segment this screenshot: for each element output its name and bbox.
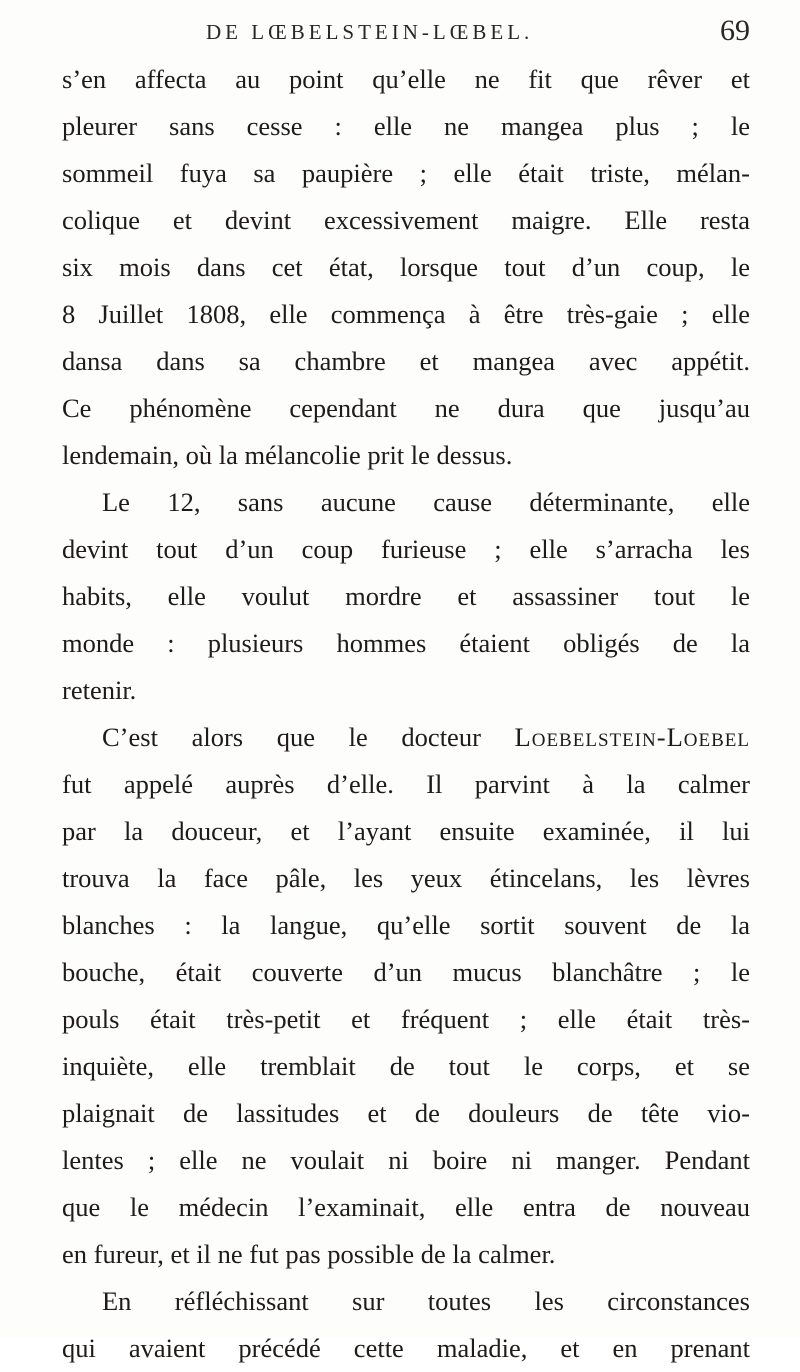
text-line: Ce phénomène cependant ne dura que jusqu’au: [62, 393, 750, 423]
text-line: pouls était très-petit et fréquent ; elle était très-: [62, 1004, 750, 1034]
text-line: plaignait de lassitudes et de douleurs de tête vio-: [62, 1098, 750, 1128]
text-line: lentes ; elle ne voulait ni boire ni manger. Pendant: [62, 1145, 750, 1175]
text-line: dansa dans sa chambre et mangea avec appétit.: [62, 346, 750, 376]
running-head: DE LŒBELSTEIN-LŒBEL.: [206, 20, 534, 44]
text-line: En réfléchissant sur toutes les circonstances: [102, 1286, 750, 1316]
body-text: [62, 56, 750, 1372]
text-line: en fureur, et il ne fut pas possible de la calmer.: [62, 1239, 556, 1269]
text-line: pleurer sans cesse : elle ne mangea plus ; le: [62, 111, 750, 141]
text-line: par la douceur, et l’ayant ensuite examinée, il lui: [62, 816, 750, 846]
text-line: inquiète, elle tremblait de tout le corps, et se: [62, 1051, 750, 1081]
text-line: habits, elle voulut mordre et assassiner tout le: [62, 581, 750, 611]
text-line: lendemain, où la mélancolie prit le dessus.: [62, 440, 513, 470]
text-line: que le médecin l’examinait, elle entra de nouveau: [62, 1192, 750, 1222]
text-line-start: C’est alors que le docteur: [102, 722, 515, 752]
text-line: retenir.: [62, 675, 137, 705]
text-line: colique et devint excessivement maigre. Elle resta: [62, 205, 750, 235]
text-line: trouva la face pâle, les yeux étincelans, les lèvres: [62, 863, 750, 893]
text-line: six mois dans cet état, lorsque tout d’un coup, le: [62, 252, 750, 282]
doctor-name: Loebelstein-Loebel: [514, 722, 750, 752]
text-line: monde : plusieurs hommes étaient obligés de la: [62, 628, 750, 658]
page-number: 69: [720, 14, 750, 47]
text-line: Le 12, sans aucune cause déterminante, elle: [102, 487, 750, 517]
text-line: 8 Juillet 1808, elle commença à être très-gaie ; elle: [62, 299, 750, 329]
text-line: s’en affecta au point qu’elle ne fit que rêver et: [62, 64, 750, 94]
page-header: [150, 14, 750, 54]
text-line: sommeil fuya sa paupière ; elle était triste, mélan-: [62, 158, 750, 188]
text-line-with-name: [62, 714, 750, 761]
text-line: blanches : la langue, qu’elle sortit souvent de la: [62, 910, 750, 940]
text-line: devint tout d’un coup furieuse ; elle s’arracha les: [62, 534, 750, 564]
text-line: fut appelé auprès d’elle. Il parvint à la calmer: [62, 769, 750, 799]
text-line: bouche, était couverte d’un mucus blanchâtre ; le: [62, 957, 750, 987]
text-line: qui avaient précédé cette maladie, et en prenant: [62, 1333, 750, 1363]
